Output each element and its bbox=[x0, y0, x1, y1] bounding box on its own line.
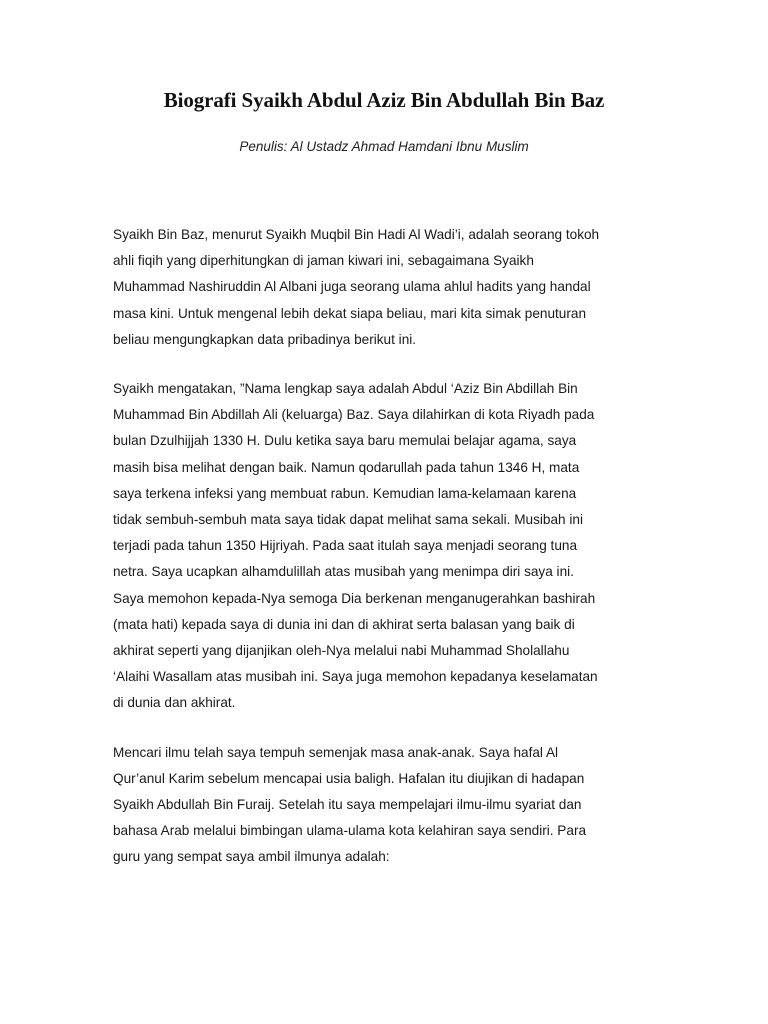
document-body bbox=[113, 222, 658, 894]
text-line: masih bisa melihat dengan baik. Namun qodarullah pada tahun 1346 H, mata bbox=[113, 459, 580, 475]
document-title: Biografi Syaikh Abdul Aziz Bin Abdullah Bin Baz bbox=[163, 88, 605, 112]
text-line: akhirat seperti yang dijanjikan oleh-Nya melalui nabi Muhammad Sholallahu bbox=[113, 643, 570, 659]
document-author: Penulis: Al Ustadz Ahmad Hamdani Ibnu Muslim bbox=[239, 139, 529, 154]
text-line: bulan Dzulhijjah 1330 H. Dulu ketika saya baru memulai belajar agama, saya bbox=[113, 433, 577, 449]
text-line: Qur’anul Karim sebelum mencapai usia baligh. Hafalan itu diujikan di hadapan bbox=[113, 770, 585, 786]
paragraph-2 bbox=[113, 376, 658, 717]
text-line: ‘Alaihi Wasallam atas musibah ini. Saya juga memohon kepadanya keselamatan bbox=[113, 669, 598, 685]
text-line: masa kini. Untuk mengenal lebih dekat siapa beliau, mari kita simak penuturan bbox=[113, 305, 587, 321]
text-line: Saya memohon kepada-Nya semoga Dia berkenan menganugerahkan bashirah bbox=[113, 590, 596, 606]
text-line: guru yang sempat saya ambil ilmunya adalah: bbox=[113, 849, 390, 865]
text-line: di dunia dan akhirat. bbox=[113, 695, 236, 711]
text-line: netra. Saya ucapkan alhamdulillah atas musibah yang menimpa diri saya ini. bbox=[113, 564, 574, 580]
paragraph-3 bbox=[113, 740, 658, 871]
text-line: Syaikh Abdullah Bin Furaij. Setelah itu saya mempelajari ilmu-ilmu syariat dan bbox=[113, 797, 582, 813]
text-line: terjadi pada tahun 1350 Hijriyah. Pada saat itulah saya menjadi seorang tuna bbox=[113, 538, 578, 554]
text-line: tidak sembuh-sembuh mata saya tidak dapat melihat sama sekali. Musibah ini bbox=[113, 512, 583, 528]
text-line: Syaikh Bin Baz, menurut Syaikh Muqbil Bin Hadi Al Wadi’i, adalah seorang tokoh bbox=[113, 227, 600, 242]
text-line: bahasa Arab melalui bimbingan ulama-ulama kota kelahiran saya sendiri. Para bbox=[113, 823, 587, 839]
text-line: ahli fiqih yang diperhitungkan di jaman kiwari ini, sebagaimana Syaikh bbox=[113, 253, 534, 269]
text-line: Muhammad Bin Abdillah Ali (keluarga) Baz. Saya dilahirkan di kota Riyadh pada bbox=[113, 407, 595, 423]
text-line: Syaikh mengatakan, ”Nama lengkap saya adalah Abdul ‘Aziz Bin Abdillah Bin bbox=[113, 381, 578, 397]
paragraph-1 bbox=[113, 222, 658, 353]
text-line: beliau mengungkapkan data pribadinya berikut ini. bbox=[113, 331, 417, 347]
text-line: saya terkena infeksi yang membuat rabun. Kemudian lama-kelamaan karena bbox=[113, 485, 577, 501]
text-line: Mencari ilmu telah saya tempuh semenjak masa anak-anak. Saya hafal Al bbox=[113, 744, 559, 760]
text-line: (mata hati) kepada saya di dunia ini dan di akhirat serta balasan yang baik di bbox=[113, 616, 575, 632]
text-line: Muhammad Nashiruddin Al Albani juga seorang ulama ahlul hadits yang handal bbox=[113, 279, 591, 295]
